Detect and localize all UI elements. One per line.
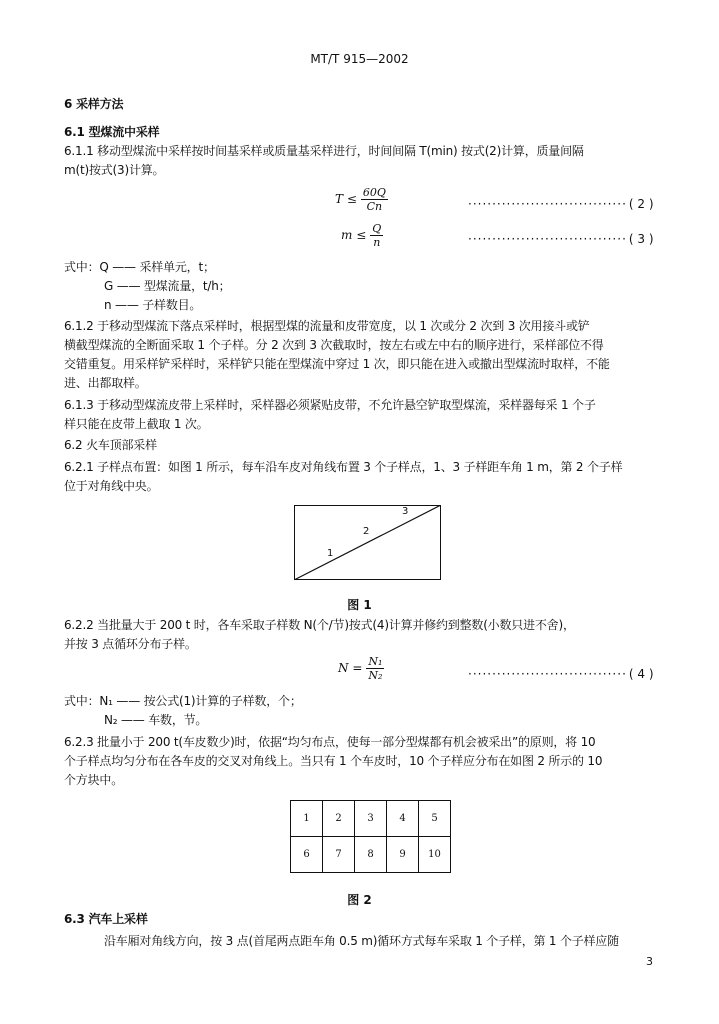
eq4-lhs: N = [338,661,363,675]
para-6-3-line: 沿车厢对角线方向，按 3 点(首尾两点距车角 0.5 m)循环方式每车采取 1 个子样，第 1 个子样应随 [104,934,619,948]
para-6-2-3-line: 个子样点均匀分布在各车皮的交叉对角线上。当只有 1 个车皮时，10 个子样应分布在如图 2 所示的 10 [64,754,603,768]
section-6-3-heading: 6.3 汽车上采样 [64,912,148,926]
page-header: MT/T 915—2002 [310,52,409,66]
where-n2: N₂ —— 车数，节。 [104,713,208,727]
figure-2-grid [290,800,451,873]
para-6-1-2-line: 交错重复。用采样铲采样时，采样铲只能在型煤流中穿过 1 次，即只能在进入或撤出型煤流时取样，不能 [64,357,610,371]
grid-cell: 10 [419,837,451,873]
para-6-1-3-line: 6.1.3 于移动型煤流皮带上采样时，采样器必须紧贴皮带，不允许悬空铲取型煤流，采样器每采 1 个子 [64,398,596,412]
eq4-num: N₁ [368,655,383,668]
figure-1-caption: 图 1 [347,598,372,612]
leader-dots: ································· [468,667,627,681]
grid-cell: 1 [291,801,323,837]
para-6-1-2-line: 进、出都取样。 [64,376,147,390]
section-6-1-heading: 6.1 型煤流中采样 [64,125,160,139]
para-6-2-2-line: 并按 3 点循环分布子样。 [64,637,197,651]
grid-cell: 2 [323,801,355,837]
where-g: G —— 型煤流量，t/h； [104,279,231,293]
figure-2-caption: 图 2 [347,893,372,907]
eq3-lhs: m ≤ [341,228,367,242]
para-6-2-1-line: 位于对角线中央。 [64,479,159,493]
grid-cell: 8 [355,837,387,873]
where-n: n —— 子样数目。 [104,298,202,312]
para-6-2-3-line: 6.2.3 批量小于 200 t(车皮数少)时，依据“均匀布点，使每一部分型煤都有机会被采出”的原则，将 10 [64,735,596,749]
equation-2 [335,186,388,213]
sample-point-1: 1 [327,548,334,559]
where-n1: 式中：N₁ —— 按公式(1)计算的子样数，个； [64,694,302,708]
eq3-label: ( 3 ) [628,232,654,246]
para-6-2-1-line: 6.2.1 子样点布置：如图 1 所示，每车沿车皮对角线布置 3 个子样点，1、3 子样距车角 1 m，第 2 个子样 [64,460,623,474]
para-6-1-2-line: 6.1.2 于移动型煤流下落点采样时，根据型煤的流量和皮带宽度，以 1 次或分 2 次到 3 次用接斗或铲 [64,319,590,333]
eq3-number [468,231,654,247]
grid-cell: 9 [387,837,419,873]
eq2-den: Cn [366,200,383,213]
equation-3 [341,222,383,249]
where-q: 式中：Q —— 采样单元，t； [64,260,215,274]
para-6-2-2-line: 6.2.2 当批量大于 200 t 时，各车采取子样数 N(个/节)按式(4)计算并修约到整数(小数只进不舍)， [64,618,575,632]
para-6-1-1-line: m(t)按式(3)计算。 [64,163,165,177]
para-6-1-1-line: 6.1.1 移动型煤流中采样按时间基采样或质量基采样进行，时间间隔 T(min) 按式(2)计算，质量间隔 [64,144,584,158]
figure-1-wagon [294,505,441,580]
para-6-1-2-line: 横截型煤流的全断面采取 1 个子样。分 2 次到 3 次截取时，按左右或左中右的顺序进行，采样部位不得 [64,338,604,352]
eq4-number [468,666,654,682]
eq4-label: ( 4 ) [628,667,654,681]
grid-cell: 7 [323,837,355,873]
leader-dots: ································· [468,197,627,211]
para-6-1-3-line: 样只能在皮带上截取 1 次。 [64,417,209,431]
eq2-label: ( 2 ) [628,197,654,211]
equation-4 [338,655,384,682]
eq3-den: n [373,236,381,249]
eq2-number [468,196,654,212]
sample-point-2: 2 [363,526,370,537]
sample-point-3: 3 [402,506,409,517]
page-number: 3 [646,955,653,968]
section-6-heading: 6 采样方法 [64,97,124,111]
leader-dots: ································· [468,232,627,246]
grid-cell: 3 [355,801,387,837]
grid-cell: 5 [419,801,451,837]
eq4-den: N₂ [368,669,383,682]
section-6-2-heading: 6.2 火车顶部采样 [64,438,157,452]
eq2-lhs: T ≤ [335,192,357,206]
grid-cell: 6 [291,837,323,873]
diagonal-line [294,505,441,580]
para-6-2-3-line: 个方块中。 [64,773,124,787]
grid-cell: 4 [387,801,419,837]
eq3-num: Q [372,222,382,235]
eq2-num: 60Q [362,186,386,199]
